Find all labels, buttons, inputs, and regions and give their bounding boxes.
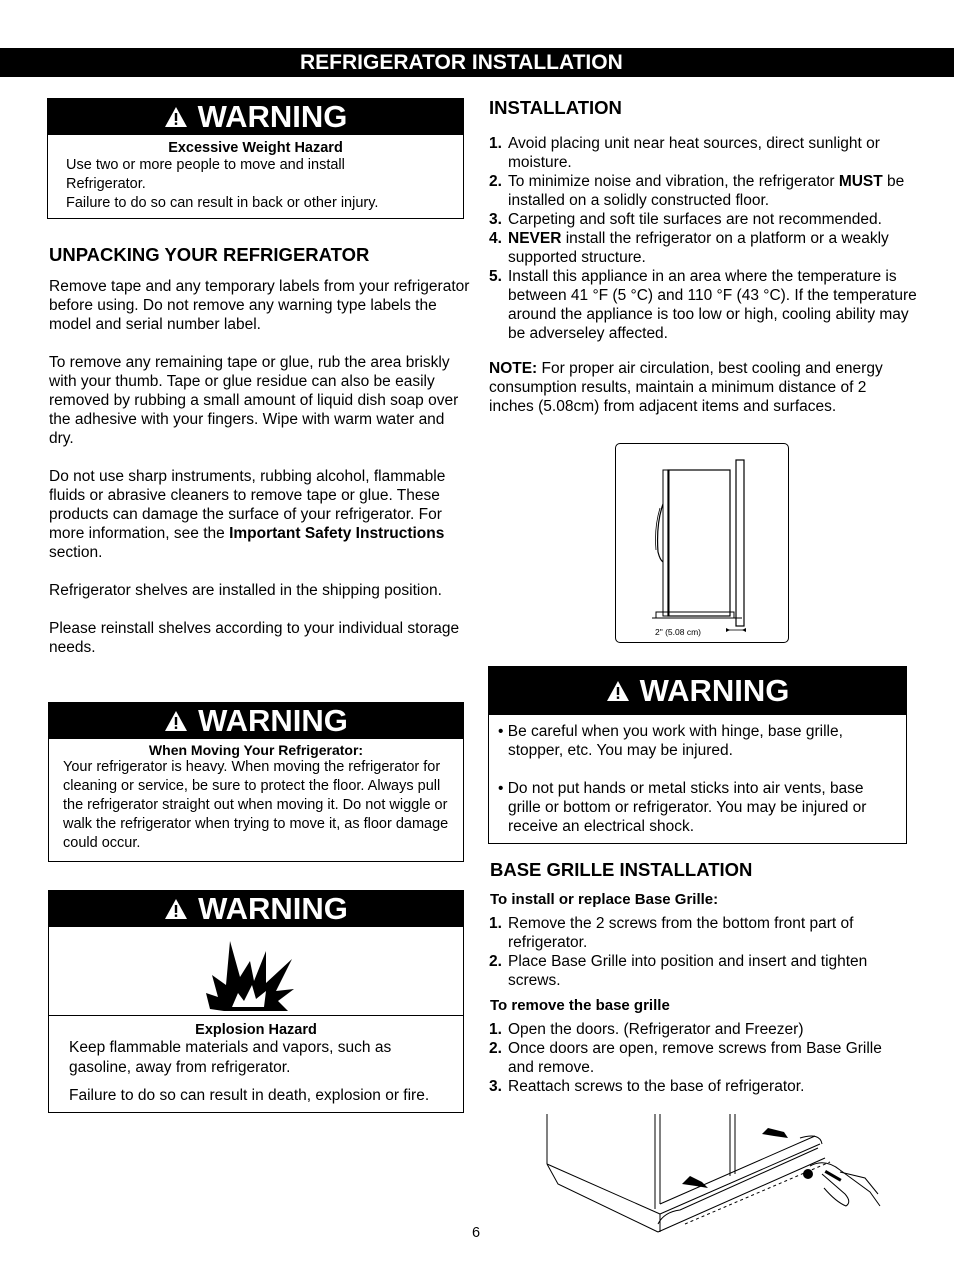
warning-label: WARNING [198, 891, 348, 926]
refrigerator-side-illustration [616, 444, 787, 641]
warning-line: Failure to do so can result in back or other injury. [66, 195, 379, 211]
list-item: 1. Avoid placing unit near heat sources, direct sunlight or moisture. [489, 135, 880, 171]
list-item: 1. Open the doors. (Refrigerator and Freezer) [489, 1021, 804, 1038]
list-item: 2. Once doors are open, remove screws from Base Grille and remove. [489, 1040, 882, 1076]
remove-subheading: To remove the base grille [490, 997, 670, 1014]
warning-box-moving [48, 702, 464, 862]
paragraph: Please reinstall shelves according to your individual storage needs. [49, 620, 460, 656]
explosion-icon-panel [49, 927, 463, 1016]
warning-triangle-icon [164, 710, 188, 732]
unpacking-text [49, 277, 471, 657]
page-number: 6 [472, 1225, 481, 1241]
warning-bullet: • Do not put hands or metal sticks into air vents, base grille or bottom or refrigerator. You may be injured or receive an electrical shock. [498, 780, 867, 835]
warning-body: Failure to do so can result in death, explosion or fire. [69, 1087, 430, 1104]
warning-body: Your refrigerator is heavy. When moving the refrigerator for cleaning or service, be sure to protect the floor. Always pull the refrigerator straight out when moving it. Do not wiggle or walk the refrigerator when trying to move it, as floor damage could occur. [63, 759, 449, 851]
unpacking-heading: UNPACKING YOUR REFRIGERATOR [49, 244, 370, 265]
warning-label: WARNING [197, 99, 348, 134]
warning-line: Use two or more people to move and install [66, 157, 345, 173]
warning-bullet: • Be careful when you work with hinge, base grille, stopper, etc. You may be injured. [498, 723, 843, 759]
paragraph: To remove any remaining tape or glue, rub the area briskly with your thumb. Tape or glue residue can also be easily removed by rubbing a small amount of liquid dish soap over the adhesive with your fingers. Wipe with warm water and dry. [49, 354, 459, 447]
warning-header [49, 703, 463, 739]
warning-header [49, 891, 463, 927]
warning-label: WARNING [639, 673, 790, 708]
section-banner: REFRIGERATOR INSTALLATION [0, 48, 954, 77]
warning-box-hinge [488, 666, 907, 844]
warning-label: WARNING [198, 703, 348, 738]
warning-box-explosion [48, 890, 464, 1113]
list-item: 3. Reattach screws to the base of refrigerator. [489, 1078, 805, 1095]
warning-triangle-icon [606, 680, 630, 702]
list-item: 4. NEVER install the refrigerator on a platform or a weakly supported structure. [489, 230, 889, 266]
installation-heading: INSTALLATION [489, 97, 622, 118]
list-item: 5. Install this appliance in an area where the temperature is between 41 °F (5 °C) and 110 °F (43 °C). If the temperature around the appliance is too low or high, cooling ability may be adverseley affected. [489, 268, 917, 342]
base-grille-heading: BASE GRILLE INSTALLATION [490, 859, 753, 880]
installation-note: NOTE: For proper air circulation, best cooling and energy consumption results, maintain a minimum distance of 2 inches (5.08cm) from adjacent items and surfaces. [489, 360, 883, 415]
warning-body: Keep flammable materials and vapors, such as gasoline, away from refrigerator. [69, 1039, 392, 1076]
remove-grille-steps [489, 1020, 909, 1096]
install-subheading: To install or replace Base Grille: [490, 891, 719, 908]
list-item: 2. Place Base Grille into position and insert and tighten screws. [489, 953, 868, 989]
warning-triangle-icon [164, 898, 188, 920]
warning-triangle-icon [164, 106, 188, 128]
list-item: 3. Carpeting and soft tile surfaces are not recommended. [489, 211, 882, 228]
warning-title: Excessive Weight Hazard [168, 140, 343, 156]
warning-title: Explosion Hazard [195, 1022, 317, 1038]
install-grille-steps [489, 914, 909, 990]
warning-header [48, 99, 463, 135]
base-grille-illustration [540, 1114, 885, 1244]
explosion-icon [204, 931, 296, 1013]
installation-steps [489, 134, 919, 343]
paragraph: Refrigerator shelves are installed in the shipping position. [49, 582, 442, 599]
clearance-diagram [615, 443, 789, 643]
list-item: 2. To minimize noise and vibration, the refrigerator MUST be installed on a solidly constructed floor. [489, 173, 905, 209]
paragraph: Do not use sharp instruments, rubbing alcohol, flammable fluids or abrasive cleaners to remove tape or glue. These products can damage the surface of your refrigerator. For more information, see the Important Safety Instructions section. [49, 468, 446, 561]
paragraph: Remove tape and any temporary labels from your refrigerator before using. Do not remove any warning type labels the model and serial number label. [49, 278, 470, 333]
warning-box-weight [47, 98, 464, 219]
list-item: 1. Remove the 2 screws from the bottom front part of refrigerator. [489, 915, 854, 951]
clearance-label: 2" (5.08 cm) [655, 627, 702, 637]
warning-header [489, 667, 906, 715]
warning-title: When Moving Your Refrigerator: [148, 742, 364, 758]
warning-line: Refrigerator. [66, 176, 146, 192]
